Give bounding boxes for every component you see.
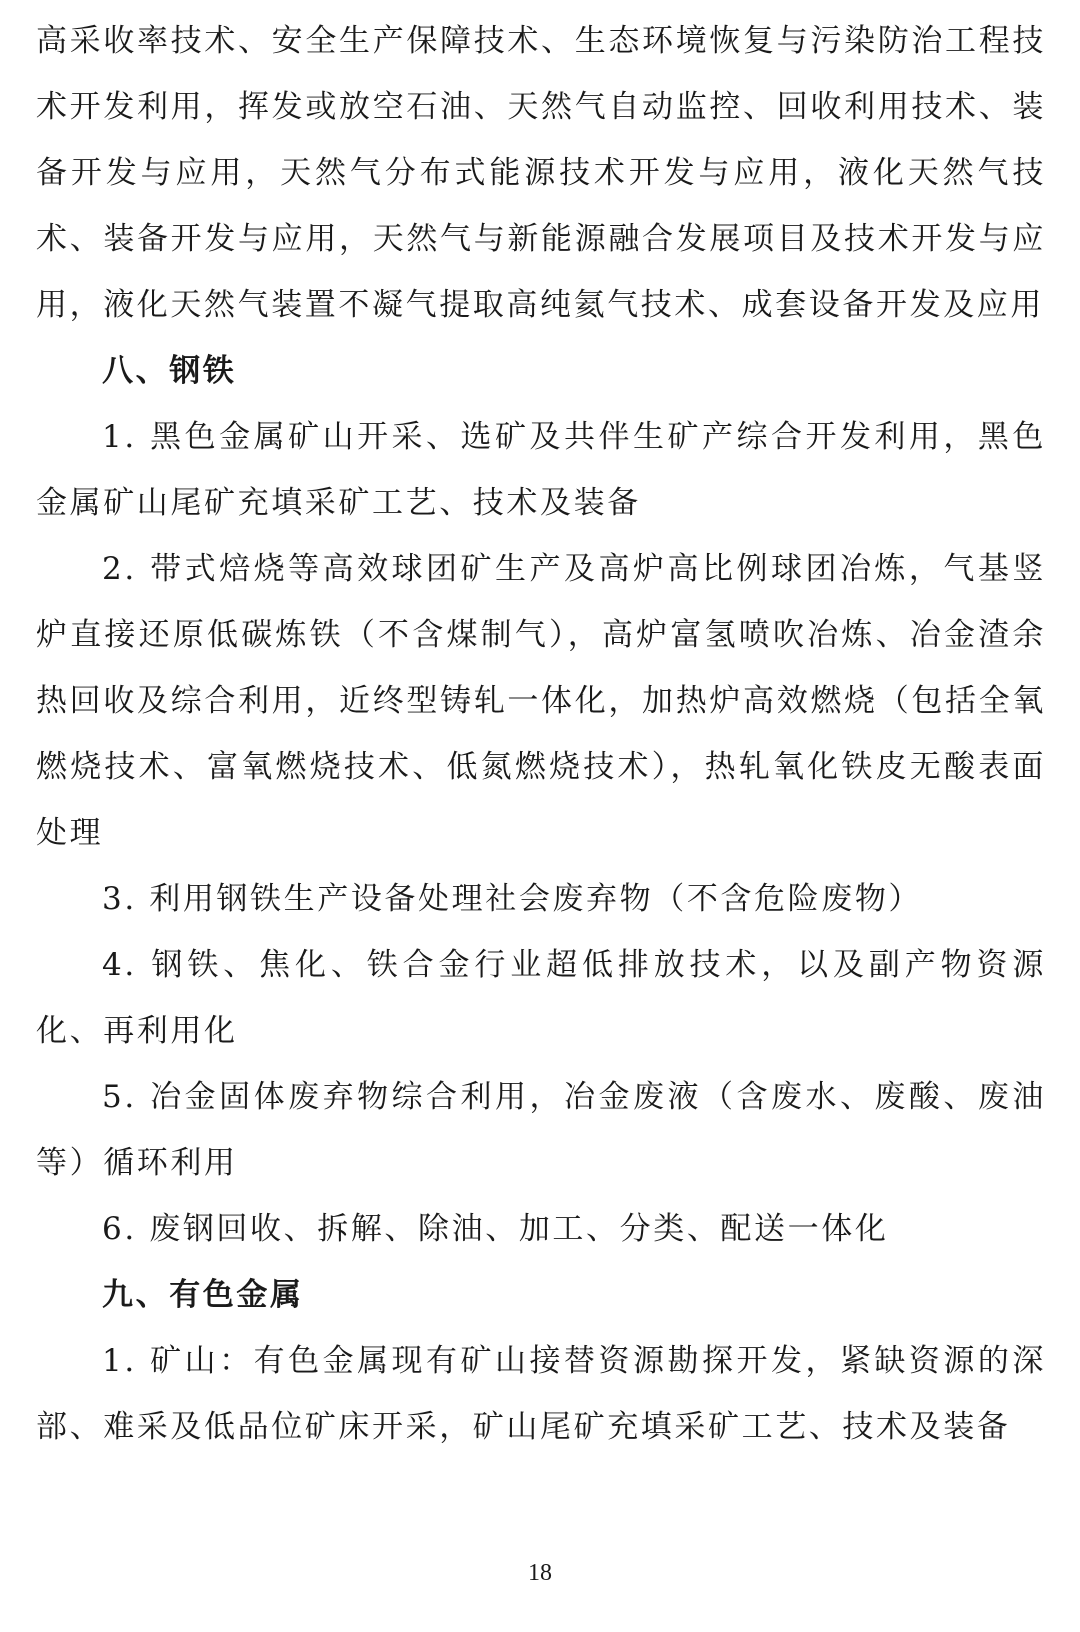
document-body [36,8,1046,1460]
list-item: 1. 矿山：有色金属现有矿山接替资源勘探开发，紧缺资源的深部、难采及低品位矿床开采，矿山尾矿充填采矿工艺、技术及装备 [36,1343,1046,1445]
list-item: 2. 带式焙烧等高效球团矿生产及高炉高比例球团冶炼，气基竖炉直接还原低碳炼铁（不含煤制气），高炉富氢喷吹冶炼、冶金渣余热回收及综合利用，近终型铸轧一体化，加热炉高效燃烧（包括全氧燃烧技术、富氧燃烧技术、低氮燃烧技术），热轧氧化铁皮无酸表面处理 [36,551,1046,851]
list-item: 3. 利用钢铁生产设备处理社会废弃物（不含危险废物） [102,881,923,917]
list-item: 5. 冶金固体废弃物综合利用，冶金废液（含废水、废酸、废油等）循环利用 [36,1079,1046,1181]
list-item: 6. 废钢回收、拆解、除油、加工、分类、配送一体化 [102,1211,889,1247]
list-item: 4. 钢铁、焦化、铁合金行业超低排放技术，以及副产物资源化、再利用化 [36,947,1046,1049]
page-number: 18 [528,1560,552,1586]
section-heading-steel: 八、钢铁 [102,353,237,389]
section-heading-nonferrous: 九、有色金属 [102,1277,304,1313]
paragraph-continuation: 高采收率技术、安全生产保障技术、生态环境恢复与污染防治工程技术开发利用，挥发或放空石油、天然气自动监控、回收利用技术、装备开发与应用，天然气分布式能源技术开发与应用，液化天然气技术、装备开发与应用，天然气与新能源融合发展项目及技术开发与应用，液化天然气装置不凝气提取高纯氦气技术、成套设备开发及应用 [36,23,1046,323]
list-item: 1. 黑色金属矿山开采、选矿及共伴生矿产综合开发利用，黑色金属矿山尾矿充填采矿工艺、技术及装备 [36,419,1046,521]
